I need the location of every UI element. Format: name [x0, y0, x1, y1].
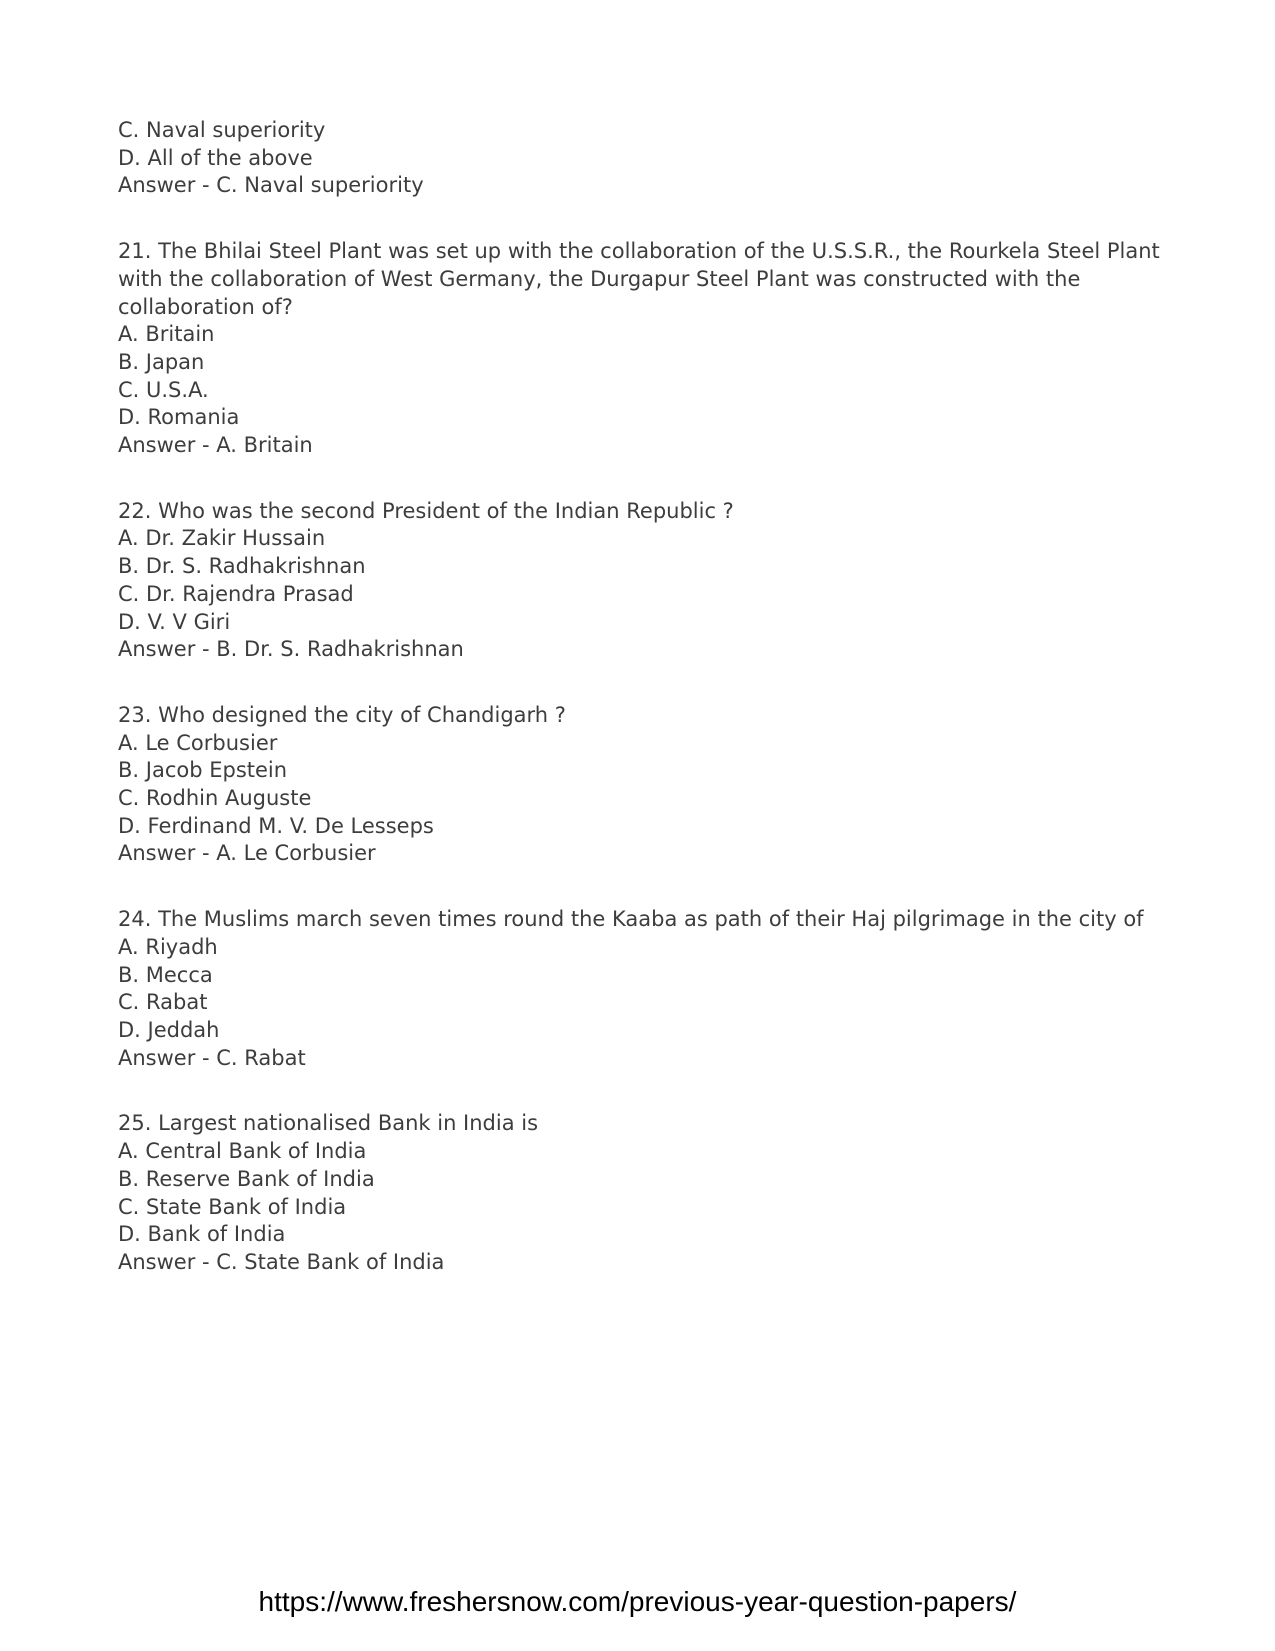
answer-line: Answer - A. Britain — [118, 433, 313, 458]
option-d-line: D. Romania — [118, 405, 240, 430]
option-b-line: B. Mecca — [118, 962, 213, 987]
answer-line: Answer - B. Dr. S. Radhakrishnan — [118, 637, 464, 662]
option-c-line: C. Dr. Rajendra Prasad — [118, 581, 354, 606]
option-c-line: C. Naval superiority — [118, 118, 326, 142]
option-b-line: B. Dr. S. Radhakrishnan — [118, 554, 366, 579]
question-text-line: 22. Who was the second President of the Indian Republic ? — [118, 498, 734, 523]
option-c-line: C. U.S.A. — [118, 377, 209, 402]
option-a-line: A. Dr. Zakir Hussain — [118, 526, 326, 551]
question-block-24 — [118, 906, 1258, 1072]
question-block-25 — [118, 1110, 1258, 1276]
option-d-line: D. Jeddah — [118, 1017, 220, 1042]
question-paper-content — [118, 117, 1258, 1315]
option-c-line: C. Rodhin Auguste — [118, 786, 312, 811]
answer-line: Answer - A. Le Corbusier — [118, 841, 376, 866]
answer-line: Answer - C. Rabat — [118, 1045, 306, 1070]
option-a-line: A. Britain — [118, 322, 215, 347]
option-b-line: B. Japan — [118, 349, 205, 374]
question-text-line: 23. Who designed the city of Chandigarh ? — [118, 702, 566, 727]
question-text-line: 21. The Bhilai Steel Plant was set up with the collaboration of the U.S.S.R., the Rourkela Steel Plant — [118, 239, 1160, 264]
footer-url[interactable]: https://www.freshersnow.com/previous-year-question-papers/ — [258, 1586, 1017, 1617]
question-block-23 — [118, 702, 1258, 868]
option-b-line: B. Reserve Bank of India — [118, 1166, 375, 1191]
option-a-line: A. Le Corbusier — [118, 730, 278, 755]
question-block-partial — [118, 117, 1258, 200]
option-c-line: C. Rabat — [118, 990, 208, 1015]
option-a-line: A. Riyadh — [118, 934, 218, 959]
option-a-line: A. Central Bank of India — [118, 1139, 367, 1164]
question-text-line: 24. The Muslims march seven times round the Kaaba as path of their Haj pilgrimage in the city of — [118, 907, 1144, 932]
question-block-22 — [118, 498, 1258, 664]
option-c-line: C. State Bank of India — [118, 1194, 347, 1219]
question-text-line: with the collaboration of West Germany, the Durgapur Steel Plant was constructed with the — [118, 266, 1081, 291]
option-d-line: D. V. V Giri — [118, 609, 231, 634]
question-text-line: 25. Largest nationalised Bank in India is — [118, 1111, 539, 1136]
question-block-21 — [118, 238, 1258, 460]
option-b-line: B. Jacob Epstein — [118, 758, 288, 783]
option-d-line: D. All of the above — [118, 145, 313, 170]
option-d-line: D. Bank of India — [118, 1222, 286, 1247]
option-d-line: D. Ferdinand M. V. De Lesseps — [118, 813, 434, 838]
answer-line: Answer - C. State Bank of India — [118, 1249, 445, 1274]
answer-line: Answer - C. Naval superiority — [118, 173, 424, 198]
question-text-line: collaboration of? — [118, 294, 293, 319]
